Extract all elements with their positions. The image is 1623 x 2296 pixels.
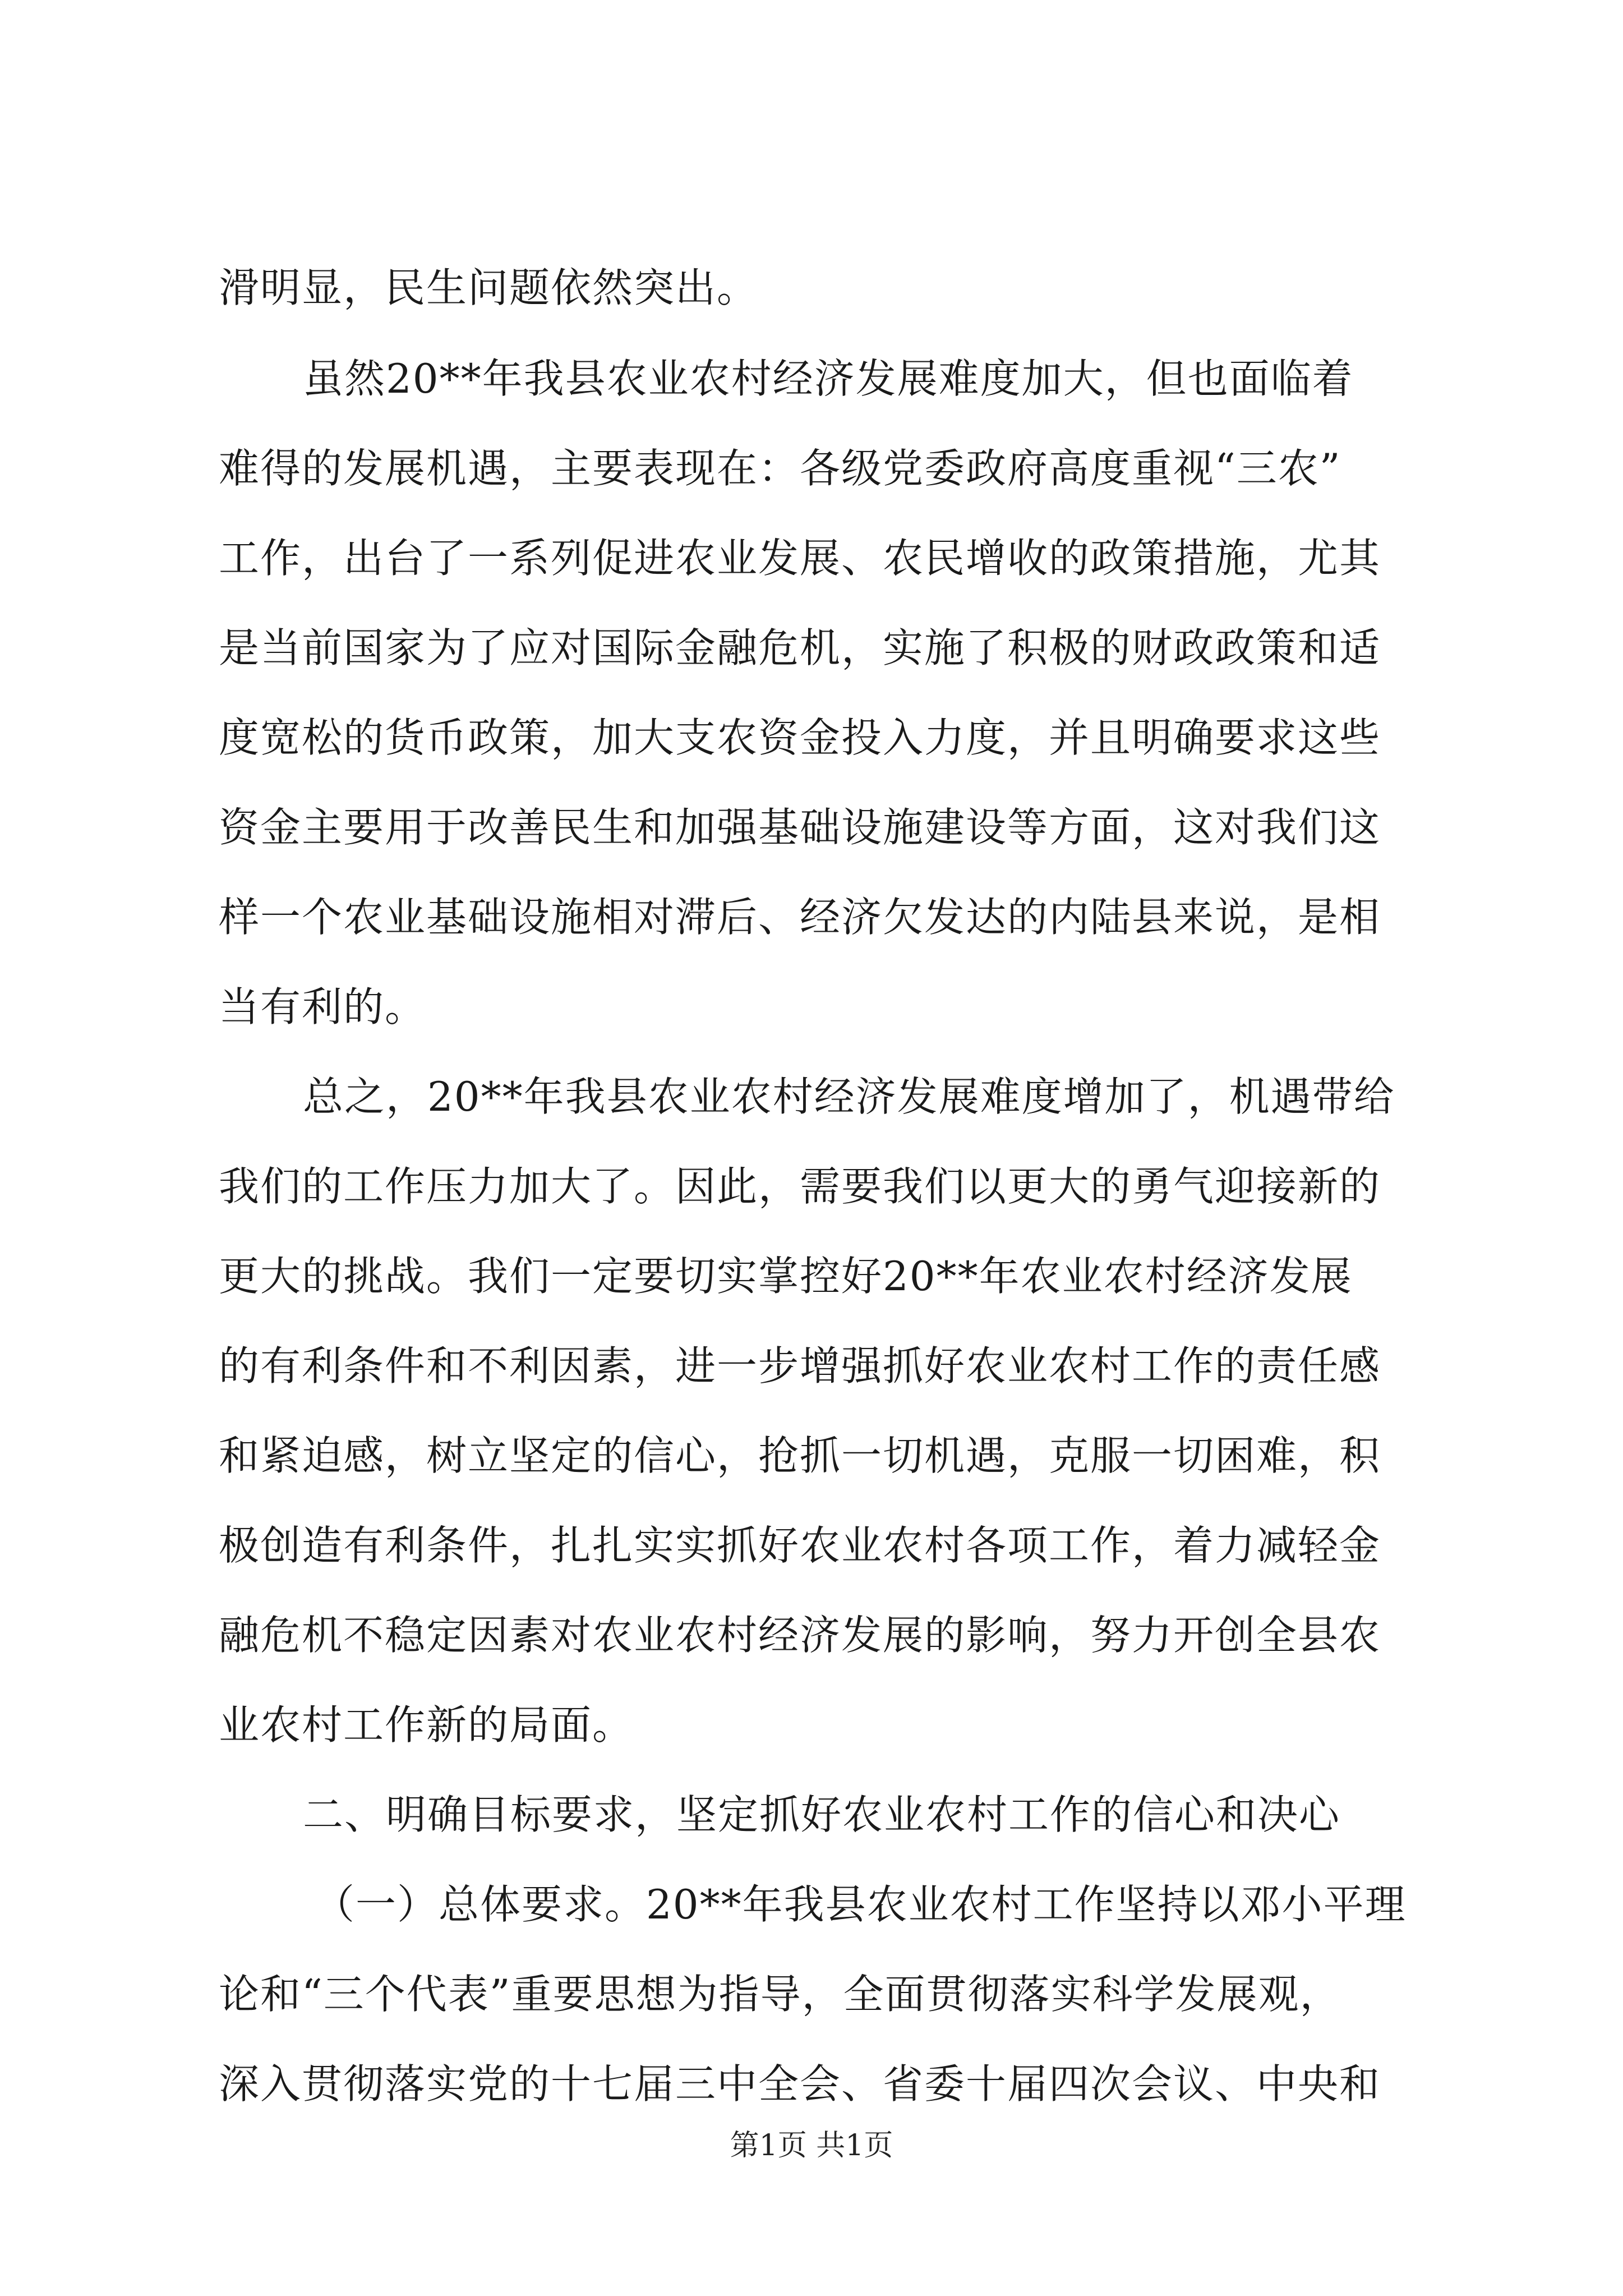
text-line-3: 难得的发展机遇，主要表现在：各级党委政府高度重视“三农” [219,445,1341,492]
text-line-16: 融危机不稳定因素对农业农村经济发展的影响，努力开创全县农 [219,1612,1381,1659]
text-line-10: 总之，20**年我县农业农村经济发展难度增加了，机遇带给 [303,1073,1395,1120]
text-line-2: 虽然20**年我县农业农村经济发展难度加大，但也面临着 [303,355,1354,402]
text-line-15: 极创造有利条件，扎扎实实抓好农业农村各项工作，着力减轻金 [219,1522,1381,1569]
text-line-20: 论和“三个代表”重要思想为指导，全面贯彻落实科学发展观， [219,1971,1341,2018]
text-line-14: 和紧迫感，树立坚定的信心，抢抓一切机遇，克服一切困难，积 [219,1432,1381,1479]
text-line-7: 资金主要用于改善民生和加强基础设施建设等方面，这对我们这 [219,804,1381,851]
text-line-9: 当有利的。 [219,983,427,1030]
text-line-17: 业农村工作新的局面。 [219,1701,634,1749]
text-line-5: 是当前国家为了应对国际金融危机，实施了积极的财政政策和适 [219,624,1381,671]
text-line-6: 度宽松的货币政策，加大支农资金投入力度，并且明确要求这些 [219,714,1381,761]
text-line-1: 滑明显，民生问题依然突出。 [219,264,759,311]
text-line-19: （一）总体要求。20**年我县农业农村工作坚持以邓小平理 [314,1881,1407,1928]
section-heading: 二、明确目标要求，坚定抓好农业农村工作的信心和决心 [303,1791,1341,1838]
text-line-4: 工作，出台了一系列促进农业发展、农民增收的政策措施，尤其 [219,535,1381,582]
text-line-11: 我们的工作压力加大了。因此，需要我们以更大的勇气迎接新的 [219,1163,1381,1210]
text-line-12: 更大的挑战。我们一定要切实掌控好20**年农业农村经济发展 [219,1253,1353,1300]
text-line-21: 深入贯彻落实党的十七届三中全会、省委十届四次会议、中央和 [219,2060,1381,2108]
page-footer: 第1页 共1页 [730,2129,893,2162]
text-line-13: 的有利条件和不利因素，进一步增强抓好农业农村工作的责任感 [219,1342,1381,1389]
text-line-8: 样一个农业基础设施相对滞后、经济欠发达的内陆县来说，是相 [219,894,1381,941]
